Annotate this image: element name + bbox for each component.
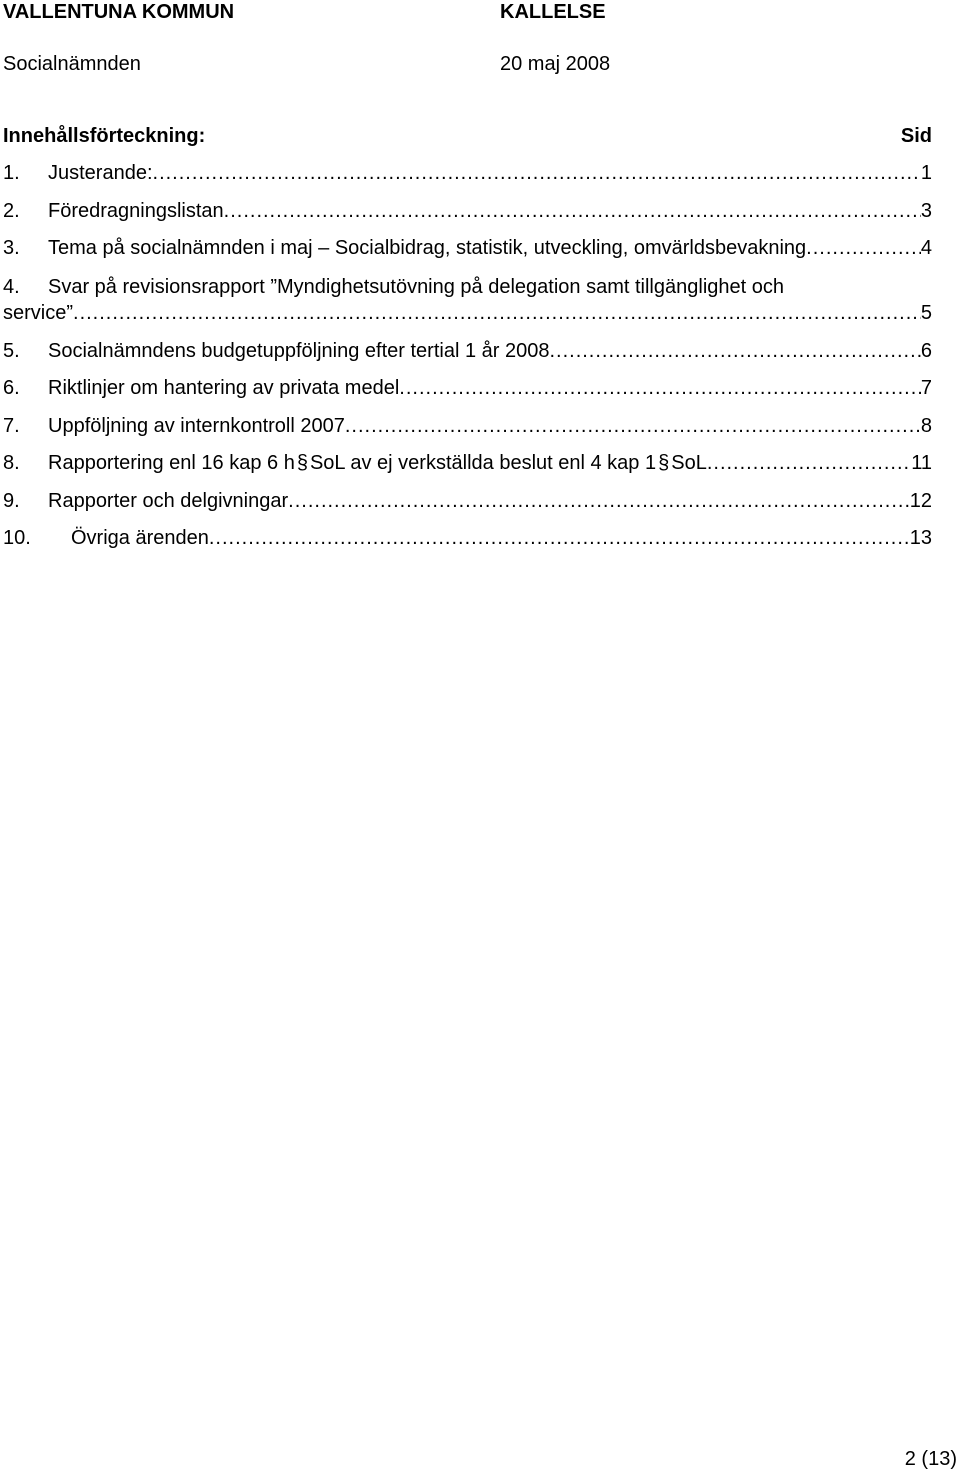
dot-leader	[224, 199, 921, 223]
toc-entry-page: 1	[920, 162, 932, 184]
toc-heading: Innehållsförteckning:	[3, 125, 206, 147]
toc-entry-8[interactable]	[3, 451, 932, 489]
toc-entry-page: 12	[909, 489, 932, 512]
toc-entry-page: 6	[920, 339, 932, 362]
toc-entry-title: Rapporter och delgivningar	[48, 489, 289, 512]
dot-leader	[288, 489, 910, 513]
dot-leader	[73, 300, 921, 326]
dot-leader	[153, 161, 921, 185]
toc-entry-title-part2: SoL av ej verkställda beslut enl 4 kap 1	[309, 452, 657, 474]
dot-leader	[806, 236, 921, 260]
toc-entry-number: 4.	[3, 275, 20, 298]
toc-entry-1[interactable]	[3, 161, 932, 199]
toc-entry-page: 3	[920, 199, 932, 222]
toc-entry-number: 1.	[3, 162, 20, 184]
toc-page-column-label: Sid	[900, 125, 932, 147]
dot-leader	[209, 526, 910, 550]
toc-entry-page: 4	[920, 237, 932, 259]
dot-leader	[707, 451, 911, 475]
organization-name: VALLENTUNA KOMMUN	[3, 1, 235, 23]
toc-entry-title-line2: service”	[3, 301, 74, 324]
toc-entry-number: 7.	[3, 414, 20, 437]
toc-entry-6[interactable]	[3, 376, 932, 414]
dot-leader	[345, 414, 921, 438]
toc-entry-5[interactable]	[3, 339, 932, 377]
toc-entry-title: Föredragningslistan	[48, 199, 224, 222]
section-sign-icon: §	[658, 452, 670, 474]
document-type: KALLELSE	[500, 1, 606, 23]
section-sign-icon: §	[296, 452, 308, 474]
table-of-contents	[3, 161, 932, 564]
toc-entry-title: Tema på socialnämnden i maj – Socialbidrag, statistik, utveckling, omvärldsbevakning	[48, 237, 807, 259]
toc-entry-2[interactable]	[3, 199, 932, 237]
dot-leader	[549, 339, 920, 363]
toc-entry-page: 8	[920, 414, 932, 437]
toc-entry-title-part1: Rapportering enl 16 kap 6 h	[48, 452, 295, 474]
toc-entry-number: 5.	[3, 339, 20, 362]
toc-entry-page: 13	[909, 527, 932, 549]
toc-entry-title-line1: Svar på revisionsrapport ”Myndighetsutövning på delegation samt tillgänglighet och	[48, 275, 784, 298]
toc-entry-4[interactable]	[3, 274, 932, 326]
toc-entry-number: 3.	[3, 237, 20, 259]
toc-entry-3[interactable]	[3, 236, 932, 274]
department-name: Socialnämnden	[3, 53, 141, 75]
toc-entry-9[interactable]	[3, 489, 932, 527]
toc-entry-title-part3: SoL	[671, 452, 707, 474]
toc-entry-number: 10.	[3, 527, 31, 549]
toc-entry-title: Justerande:	[48, 162, 153, 184]
toc-entry-number: 2.	[3, 199, 20, 222]
toc-entry-7[interactable]	[3, 414, 932, 452]
toc-entry-page: 11	[911, 452, 932, 474]
toc-entry-title: Socialnämndens budgetuppföljning efter tertial 1 år 2008	[48, 339, 550, 362]
toc-entry-title: Uppföljning av internkontroll 2007	[48, 414, 345, 437]
toc-entry-10[interactable]	[3, 526, 932, 564]
toc-entry-title: Övriga ärenden	[71, 527, 209, 549]
dot-leader	[399, 376, 921, 400]
toc-entry-number: 9.	[3, 489, 20, 512]
toc-entry-number: 6.	[3, 377, 20, 399]
toc-entry-page: 5	[920, 301, 932, 324]
toc-entry-page: 7	[920, 377, 932, 399]
toc-entry-number: 8.	[3, 452, 20, 474]
document-date: 20 maj 2008	[500, 53, 611, 75]
toc-entry-title: Riktlinjer om hantering av privata medel	[48, 377, 400, 399]
page-indicator: 2 (13)	[904, 1448, 957, 1470]
toc-entry-title	[48, 451, 707, 475]
